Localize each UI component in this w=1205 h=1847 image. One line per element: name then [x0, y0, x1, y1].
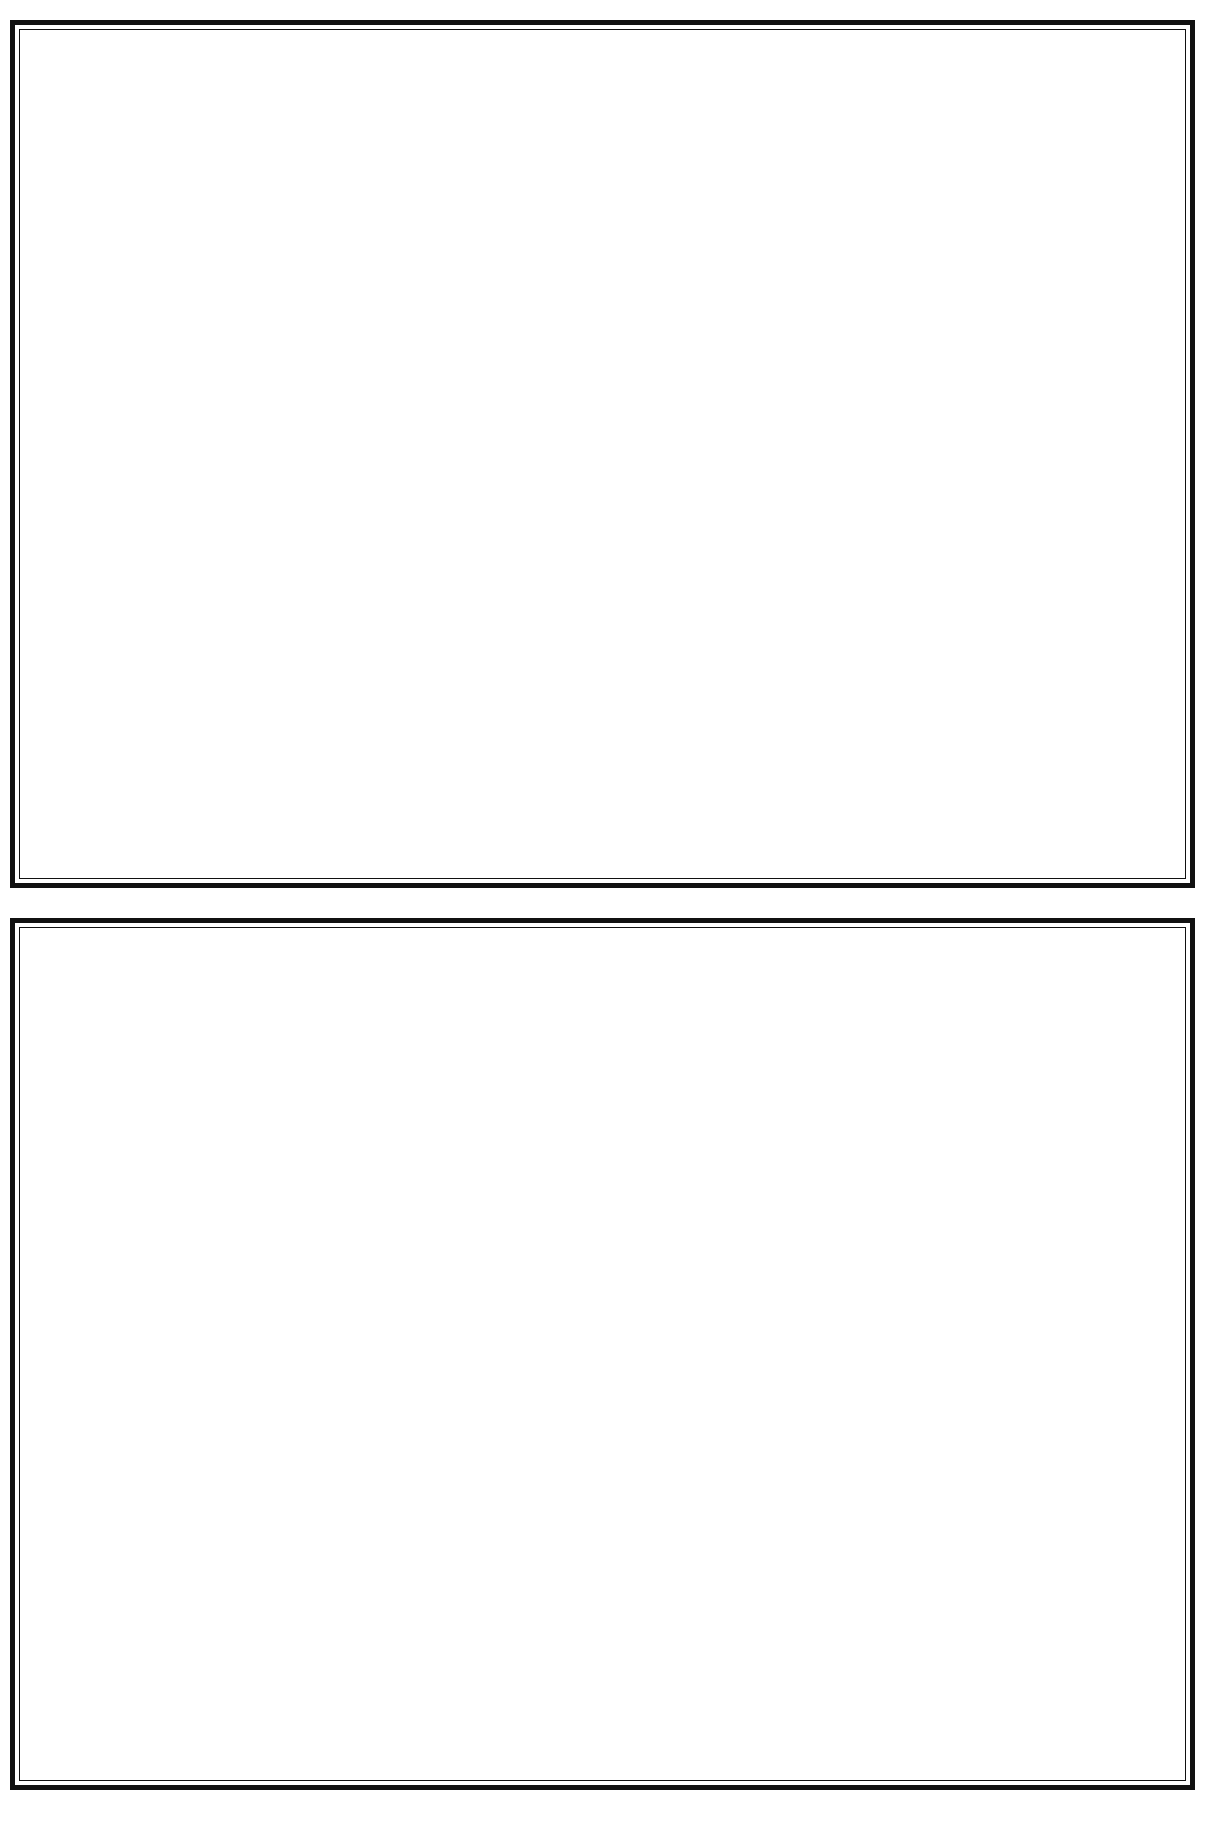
- top-page-panel: [10, 20, 1195, 888]
- bottom-page-panel: [10, 918, 1195, 1790]
- top-columns: [23, 35, 1182, 873]
- bottom-columns: [23, 933, 1182, 1775]
